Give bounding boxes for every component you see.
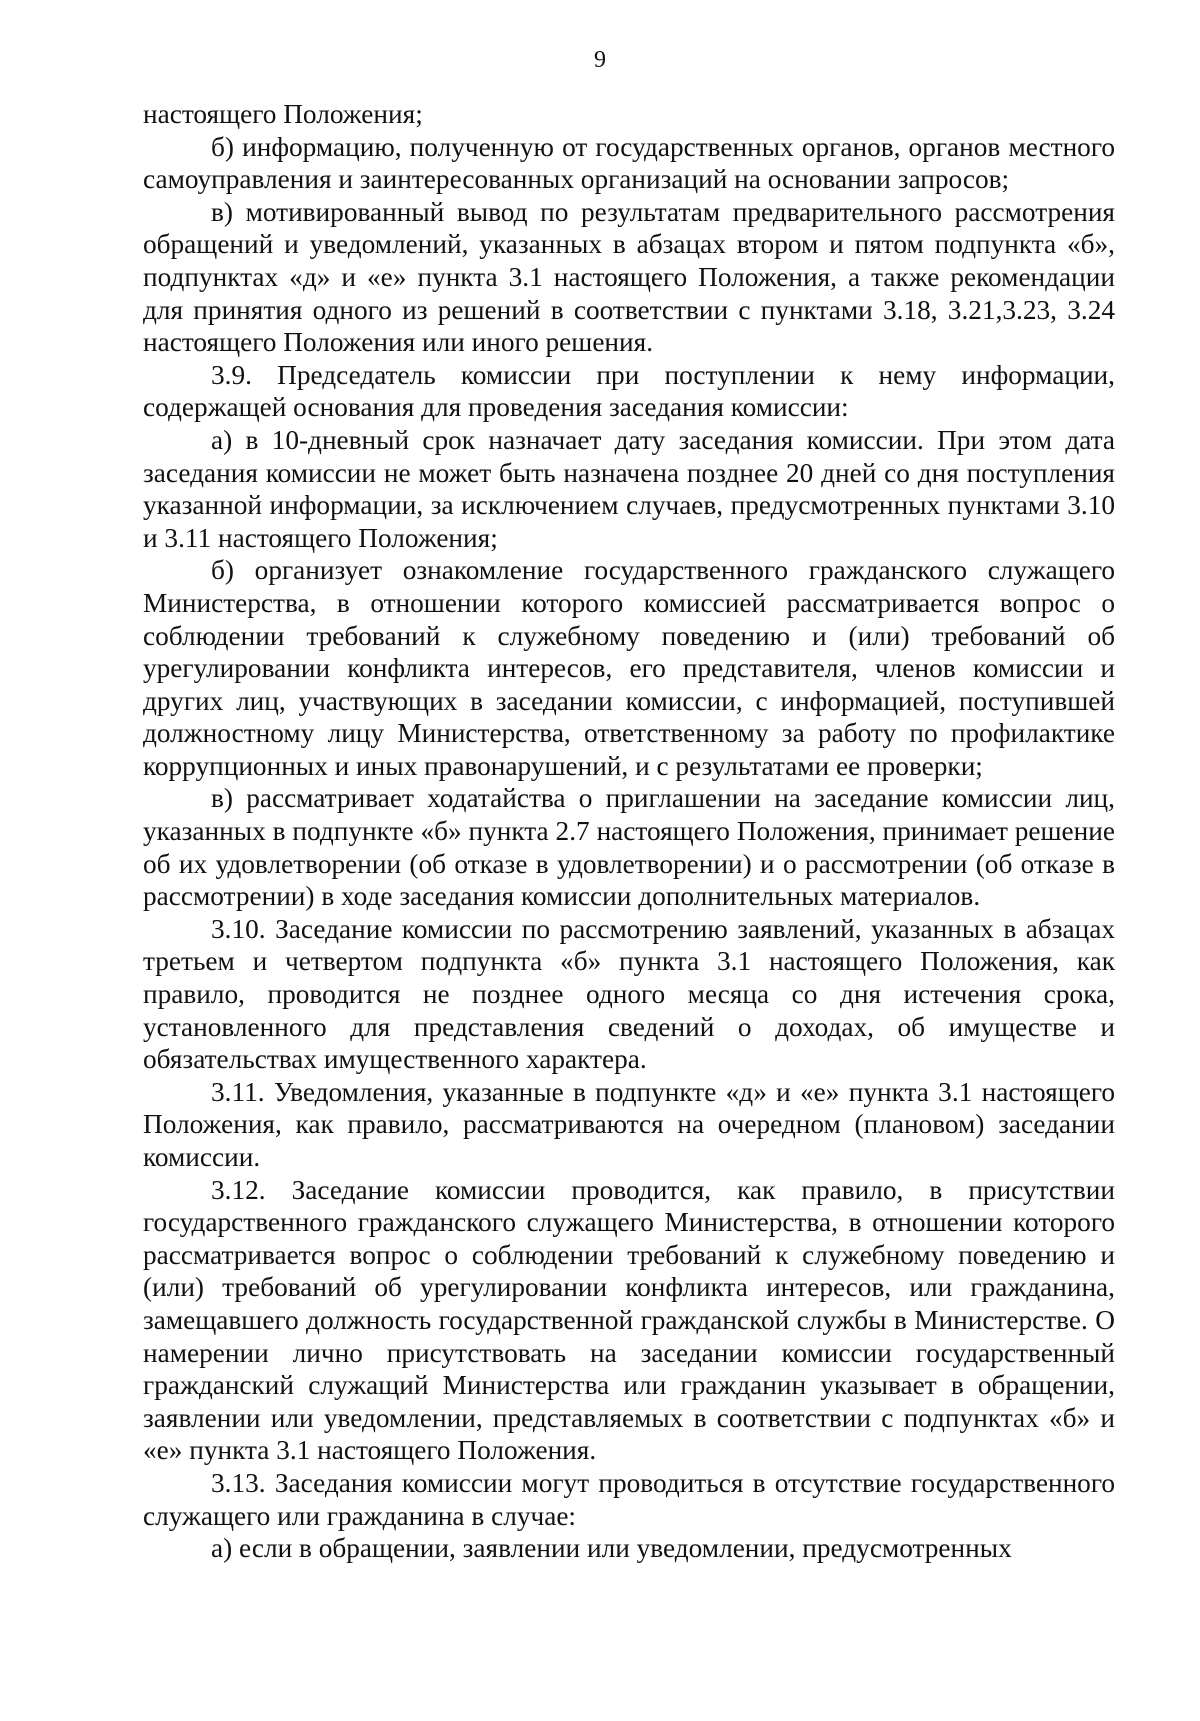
- paragraph-3-12: 3.12. Заседание комиссии проводится, как правило, в присутствии государственного гражданского служащего Министерства, в отношении которого рассматривается вопрос о соблюдении требований к служебному поведению и (или) требований об урегулировании конфликта интересов, или гражданина, замещавшего должность государственной гражданской службы в Министерстве. О намерении лично присутствовать на заседании комиссии государственный гражданский служащий Министерства или гражданин указывает в обращении, заявлении или уведомлении, представляемых в соответствии с подпунктах «б» и «е» пункта 3.1 настоящего Положения.: [143, 1174, 1115, 1466]
- paragraph-3-11: 3.11. Уведомления, указанные в подпункте «д» и «е» пункта 3.1 настоящего Положения, как правило, рассматриваются на очередном (плановом) заседании комиссии.: [143, 1076, 1115, 1172]
- paragraph-3-9-v: в) рассматривает ходатайства о приглашении на заседание комиссии лиц, указанных в подпункте «б» пункта 2.7 настоящего Положения, принимает решение об их удовлетворении (об отказе в удовлетворении) и о рассмотрении (об отказе в рассмотрении) в ходе заседания комиссии дополнительных материалов.: [143, 783, 1115, 912]
- paragraph-3-9-b: б) организует ознакомление государственного гражданского служащего Министерства, в отношении которого комиссией рассматривается вопрос о соблюдении требований к служебному поведению и (или) требований об урегулировании конфликта интересов, его представителя, членов комиссии и других лиц, участвующих в заседании комиссии, с информацией, поступившей должностному лицу Министерства, ответственному за работу по профилактике коррупционных и иных правонарушений, и с результатами ее проверки;: [143, 555, 1115, 781]
- paragraph-3-13: 3.13. Заседания комиссии могут проводиться в отсутствие государственного служащего или гражданина в случае:: [143, 1467, 1115, 1531]
- paragraph-3-13-a: а) если в обращении, заявлении или уведомлении, предусмотренных: [211, 1533, 1012, 1564]
- paragraph-3-9: 3.9. Председатель комиссии при поступлении к нему информации, содержащей основания для проведения заседания комиссии:: [143, 359, 1115, 423]
- paragraph-b-information: б) информацию, полученную от государственных органов, органов местного самоуправления и заинтересованных организаций на основании запросов;: [143, 131, 1115, 195]
- page-number: 9: [594, 47, 606, 73]
- paragraph-v-conclusion: в) мотивированный вывод по результатам предварительного рассмотрения обращений и уведомлений, указанных в абзацах втором и пятом подпункта «б», подпунктах «д» и «е» пункта 3.1 настоящего Положения, а также рекомендации для принятия одного из решений в соответствии с пунктами 3.18, 3.21,3.23, 3.24 настоящего Положения или иного решения.: [143, 196, 1115, 358]
- paragraph-3-9-a: а) в 10-дневный срок назначает дату заседания комиссии. При этом дата заседания комиссии не может быть назначена позднее 20 дней со дня поступления указанной информации, за исключением случаев, предусмотренных пунктами 3.10 и 3.11 настоящего Положения;: [143, 424, 1115, 553]
- paragraph-3-10: 3.10. Заседание комиссии по рассмотрению заявлений, указанных в абзацах третьем и четвертом подпункта «б» пункта 3.1 настоящего Положения, как правило, проводится не позднее одного месяца со дня истечения срока, установленного для представления сведений о доходах, об имуществе и обязательствах имущественного характера.: [143, 913, 1115, 1075]
- paragraph-continuation: настоящего Положения;: [143, 99, 423, 129]
- document-body: [143, 98, 1115, 1565]
